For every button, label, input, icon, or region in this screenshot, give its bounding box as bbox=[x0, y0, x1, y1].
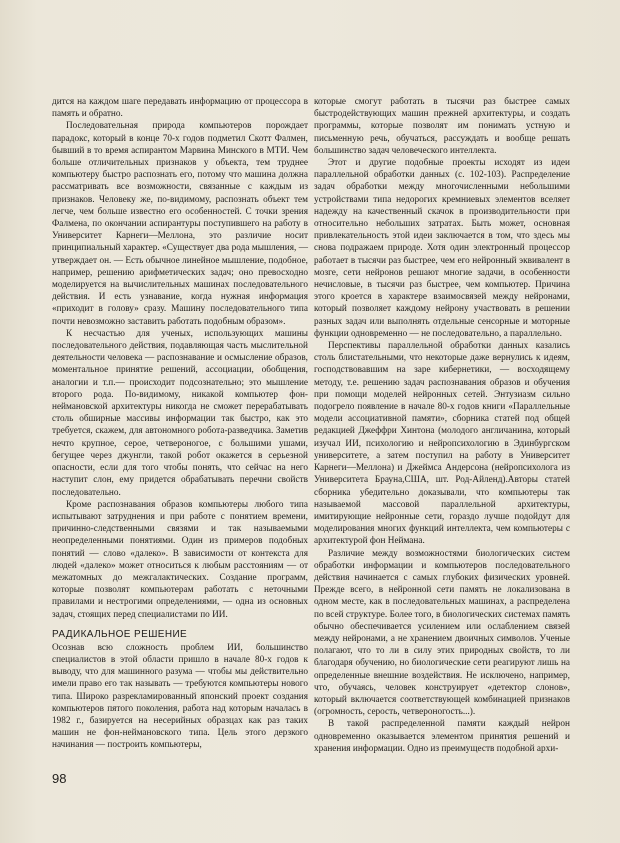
page-number: 98 bbox=[52, 771, 67, 786]
paragraph: Перспективы параллельной обработки данных казались столь блистательными, что некоторые даже вернулись к идеям, господствовавшим на заре кибернетики, — восходящему методу, т.е. решению задач распознавания образов и обучения при помощи моделей нейронных сетей. Энтузиазм сильно подогрело появление в начале 80-х годов книги «Параллельные модели ассоциативной памяти», сборника статей под общей редакцией Джеффри Хинтона (молодого англичанина, который изучал ИИ, психологию и нейропсихологию в Эдинбургском университете, а затем поступил на работу в Университет Карнеги—Меллона) и Джеймса Андерсона (нейропсихолога из Университета Брауна,США, шт. Род-Айленд).Авторы статей сборника убедительно доказывали, что компьютеры так называемой массовой параллельной архитектуры, имитирующие нейронные сети, гораздо лучше подойдут для моделирования многих функций интеллекта, чем компьютеры с архитектурой фон Неймана. bbox=[314, 341, 570, 547]
paragraph: Кроме распознавания образов компьютеры любого типа испытывают затруднения и при работе с понятием времени, причинно-следственными связями и так называемыми неопределенными понятиями. Один из примеров подобных понятий — слово «далеко». В зависимости от контекста для людей «далеко» может относиться к любым расстояниям — от межатомных до межгалактических. Создание программ, которые позволят компьютерам работать с неточными правилами и нестрогими определениями, — одна из основных задач, стоящих перед специалистами по ИИ. bbox=[52, 499, 308, 620]
paragraph: Последовательная природа компьютеров порождает парадокс, который в конце 70-х годов подметил Скотт Фалмен, бывший в то время аспирантом Марвина Минского в МТИ. Чем больше отличительных признаков у объекта, тем труднее компьютеру быстро распознать его, потому что машина должна рассматривать все возможности, связанные с каждым из признаков. Человеку же, по-видимому, распознать объект тем легче, чем больше известно его особенностей. С точки зрения Фалмена, по окончании аспирантуры поступившего на работу в Университет Карнеги—Меллона, это различие носит принципиальный характер. «Существует два рода мышления, — утверждает он. — Есть обычное линейное мышление, подобное, например, решению арифметических задач; оно превосходно моделируется на вычислительных машинах последовательного действия. И есть узнавание, когда нужная информация «приходит в голову» сразу. Машину последовательного типа почти невозможно заставить работать подобным образом». bbox=[52, 121, 308, 327]
right-column bbox=[314, 96, 570, 755]
paragraph: Осознав всю сложность проблем ИИ, большинство специалистов в этой области пришло в начале 80-х годов к выводу, что для машинного разума — чтобы мы действительно имели право его так называть — требуются компьютеры нового типа. Широко разрекламированный японский проект создания компьютеров пятого поколения, работа над которым началась в 1982 г., базируется на несерийных образцах как раз таких машин не фон-неймановского типа. Цель этого дерзкого начинания — построить компьютеры, bbox=[52, 642, 308, 751]
section-heading: РАДИКАЛЬНОЕ РЕШЕНИЕ bbox=[52, 628, 188, 640]
paragraph: Этот и другие подобные проекты исходят из идеи параллельной обработки данных (с. 102-103). Распределение задач обработки между многочисленными небольшими устройствами типа недорогих кремниевых элементов вселяет надежду на качественный скачок в производительности при относительно небольших затратах. Быть может, основная привлекательность этой идеи заключается в том, что здесь мы снова подражаем природе. Хотя один электронный процессор работает в тысячи раз быстрее, чем его нейронный эквивалент в мозге, сети нейронов решают многие задачи, в особенности нечисловые, в тысячи раз быстрее, чем компьютер. Причина этого кроется в характере взаимосвязей между нейронами, который позволяет каждому нейрону участвовать в решении разных задач или выполнять отдельные сенсорные и моторные функции одновременно — не последовательно, а параллельно. bbox=[314, 158, 570, 339]
paragraph: Различие между возможностями биологических систем обработки информации и компьютеров последовательного действия начинается с самых глубоких физических уровней. Прежде всего, в нейронной сети память не локализована в одном месте, как в последовательных машинах, а распределена по всей структуре. Более того, в биологических системах память обычно обеспечивается усилением или ослаблением связей между нейронами, а не хранением двоичных символов. Ученые полагают, что то ли в силу этих природных свойств, то ли благодаря обучению, но биологические сети реагируют лишь на определенные внешние воздействия. Не исключено, например, что, обучаясь, человек конструирует «детектор слонов», который включается соответствующей комбинацией признаков (огромность, серость, четвероногость...). bbox=[314, 548, 570, 718]
left-column bbox=[52, 96, 308, 752]
paragraph: В такой распределенной памяти каждый нейрон одновременно оказывается элементом принятия решений и хранения информации. Одно из преимуществ подобной архи- bbox=[314, 719, 570, 754]
paragraph: которые смогут работать в тысячи раз быстрее самых быстродействующих машин прежней архитектуры, и создать программы, которые позволят им понимать устную и письменную речь, обучаться, рассуждать и вообще решать большинство задач человеческого интеллекта. bbox=[314, 97, 570, 156]
paragraph: К несчастью для ученых, использующих машины последовательного действия, подавляющая часть мыслительной деятельности человека — распознавание и осмысление образов, моментальное принятие решений, ассоциации, обобщения, аналогии и т.п.— происходит подсознательно; это мышление второго рода. По-видимому, никакой компьютер фон-неймановской архитектуры никогда не сможет перерабатывать столь обширные массивы информации так быстро, как это требуется, скажем, для автономного робота-разведчика. Заметив нечто крупное, серое, четвероногое, с большими ушами, бегущее через джунгли, такой робот окажется в серьезной опасности, если для того чтобы понять, что сейчас на него наступит слон, ему придется обрабатывать перечни свойств последовательно. bbox=[52, 328, 308, 498]
paragraph: дится на каждом шаге передавать информацию от процессора в память и обратно. bbox=[52, 97, 308, 120]
